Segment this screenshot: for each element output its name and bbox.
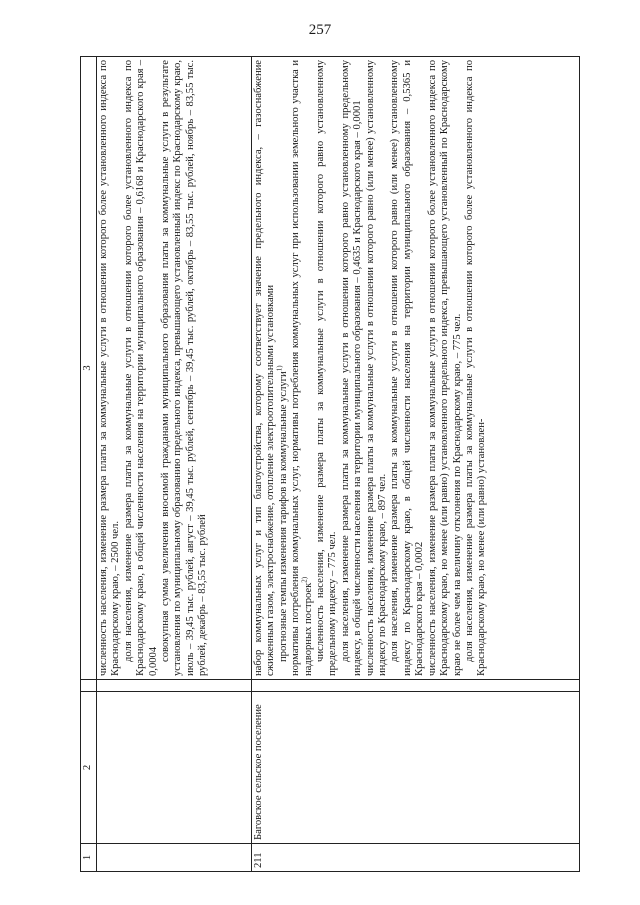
paragraph: доля населения, изменение размера платы за коммунальные услуги в отношении которого более установленного индекса по Краснодарскому краю, в общей численности населения на территории муниципального образования – 0,6168 и Краснодарского края – 0,0004: [122, 60, 159, 676]
row-number-cell: 211: [252, 844, 580, 872]
paragraph: [290, 60, 315, 676]
settlement-name-cell: [97, 692, 252, 844]
paragraph-text: прогнозные темпы изменения тарифов на коммунальные услуги: [277, 371, 289, 662]
table-row-continued: [97, 57, 252, 872]
header-col-4: 3: [81, 57, 97, 680]
paragraph: набор коммунальных услуг и тип благоустройства, которому соответствует значение предельного индекса, – газоснабжение сжиженным газом, электроснабжение, отопление электроотопительными установками: [253, 60, 277, 676]
paragraph: численность населения, изменение размера платы за коммунальные услуги в отношении которого равно установленному предельному индексу – 775 чел.: [315, 60, 339, 676]
settlement-name-cell: Баговское сельское поселение: [252, 692, 580, 844]
paragraph: численность населения, изменение размера платы за коммунальные услуги в отношении которого более установленного индекса по Краснодарскому краю, – 2500 чел.: [98, 60, 122, 676]
data-table: [80, 56, 580, 872]
header-col-2: 2: [81, 692, 97, 844]
rotated-table-wrapper: [80, 57, 580, 872]
table-header-row: [81, 57, 97, 872]
header-col-1: 1: [81, 844, 97, 872]
header-col-3: [81, 680, 97, 692]
footnote-ref: 1): [275, 365, 284, 372]
paragraph: численность населения, изменение размера платы за коммунальные услуги в отношении которого более установленного индекса по Краснодарскому краю, но менее (или равно) установленного предельного индекса, превышающего установленный по Краснодарскому краю не более чем на величину отклонения по Краснодарскому краю, – 775 чел.: [426, 60, 463, 676]
table-row: [252, 57, 580, 872]
paragraph: доля населения, изменение размера платы за коммунальные услуги в отношении которого равно (или менее) установленному индексу по Краснодарскому краю, в общей численности населения на территории муниципального образования – 0,5365 и Краснодарского края – 0,0002: [389, 60, 426, 676]
paragraph: численность населения, изменение размера платы за коммунальные услуги в отношении которого равно (или менее) установленному индексу по Краснодарскому краю, – 897 чел.: [364, 60, 389, 676]
paragraph: [275, 60, 290, 676]
empty-cell: [97, 680, 252, 692]
paragraph: совокупная сумма увеличения вносимой гражданами муниципального образования платы за коммунальные услуги в результате установления по муниципальному образованию предельного индекса, превышающего установленный индекс по Краснодарскому краю, июль – 39,45 тыс. рублей, август – 39,45 тыс. рублей, сентябрь – 39,45 тыс. рублей, октябрь – 83,55 тыс. рублей, ноябрь – 83,55 тыс. рублей, декабрь – 83,55 тыс. рублей: [160, 60, 209, 676]
indicators-cell: [97, 57, 252, 680]
paragraph: доля населения, изменение размера платы за коммунальные услуги в отношении которого более установленного индекса по Краснодарскому краю, но менее (или равно) установлен-: [463, 60, 488, 676]
indicators-cell: [252, 57, 580, 680]
page-number: 257: [308, 22, 332, 38]
paragraph-text: нормативы потребления коммунальных услуг, нормативы потребления коммунальных услуг при использовании земельного участка и надворных построек: [290, 60, 314, 676]
empty-cell: [252, 680, 580, 692]
paragraph: доля населения, изменение размера платы за коммунальные услуги в отношении которого равно установленному предельному индексу, в общей численности населения на территории муниципального образования – 0,4635 и Краснодарского края – 0,0001: [339, 60, 364, 676]
footnote-ref: 2): [300, 576, 309, 583]
row-number-cell: [97, 844, 252, 872]
